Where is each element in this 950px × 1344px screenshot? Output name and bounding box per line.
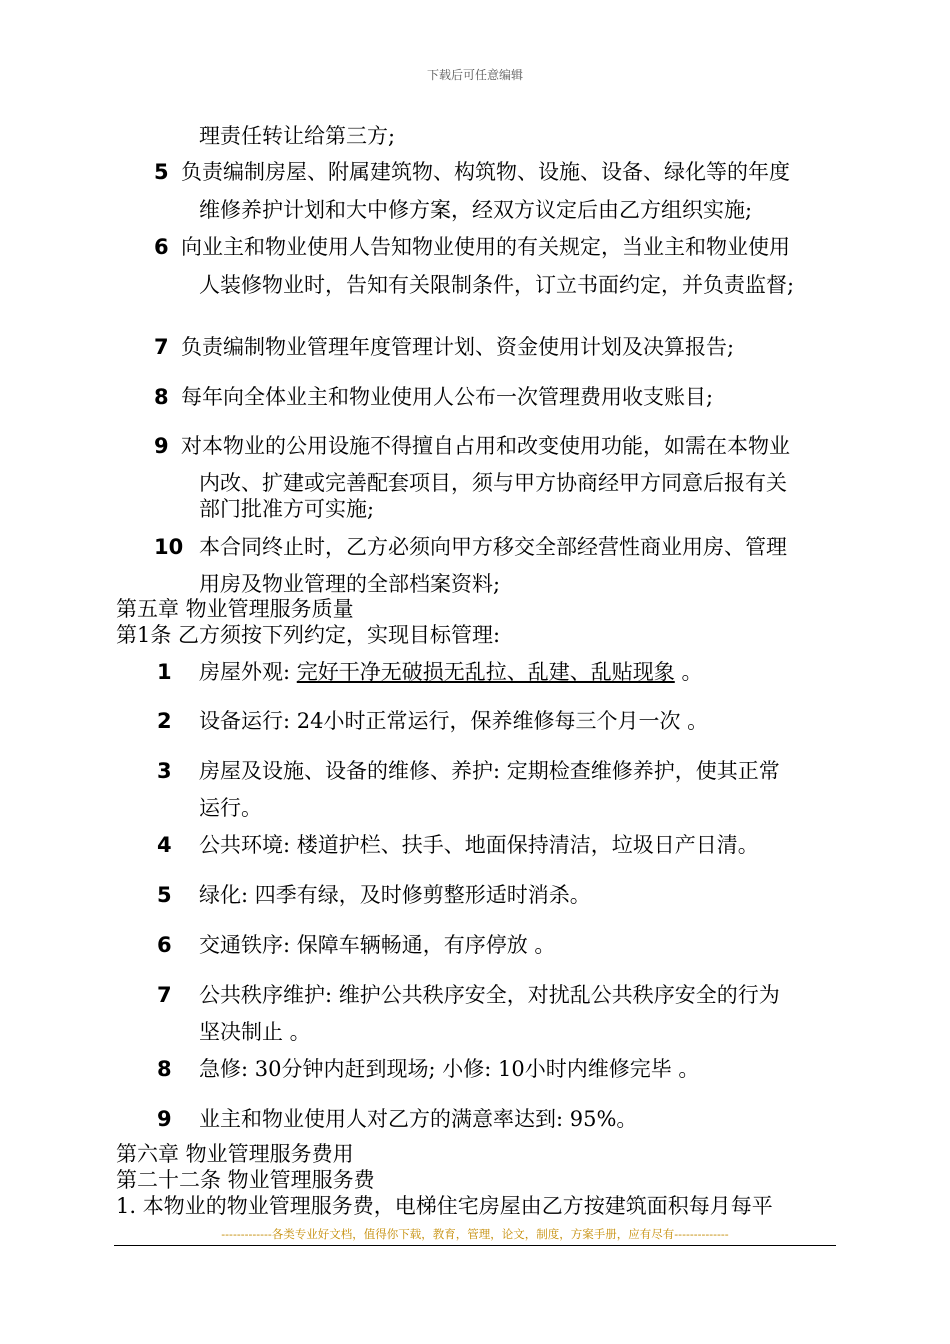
quality-item-text: 公共环境: 楼道护栏、扶手、地面保持清洁，垃圾日产日清。: [199, 833, 759, 857]
quality-item-number: 1: [157, 660, 172, 684]
quality-item-underlined-value: 完好干净无破损无乱拉、乱建、乱贴现象: [296, 660, 675, 684]
quality-item-text: 急修: 30分钟内赶到现场; 小修: 10小时内维修完毕 。: [199, 1057, 700, 1081]
list-item-continuation: 理责任转让给第三方;: [199, 124, 396, 148]
quality-item-text: 设备运行: 24小时正常运行，保养维修每三个月一次 。: [199, 709, 709, 733]
page-footer-banner: -------------各类专业好文档，值得你下载，教育，管理，论文，制度，方案手册，应有尽有--------------: [221, 1227, 729, 1241]
article-item: 1. 本物业的物业管理服务费，电梯住宅房屋由乙方按建筑面积每月每平: [116, 1194, 773, 1218]
list-item-number: 5: [154, 160, 169, 184]
list-item-continuation: 内改、扩建或完善配套项目，须与甲方协商经甲方同意后报有关: [199, 471, 787, 495]
list-item-text: 负责编制房屋、附属建筑物、构筑物、设施、设备、绿化等的年度: [181, 160, 790, 184]
quality-item-text: 交通铁序: 保障车辆畅通，有序停放 。: [199, 933, 556, 957]
list-item-number: 7: [154, 335, 169, 359]
list-item-number: 8: [154, 385, 169, 409]
list-item-continuation: 维修养护计划和大中修方案，经双方议定后由乙方组织实施;: [199, 198, 753, 222]
list-item-text: 向业主和物业使用人告知物业使用的有关规定，当业主和物业使用: [181, 235, 790, 259]
quality-item-text: [199, 658, 702, 686]
quality-item-label: 房屋外观:: [199, 660, 291, 684]
chapter-title: 第六章 物业管理服务费用: [116, 1142, 354, 1166]
list-item-text: 本合同终止时，乙方必须向甲方移交全部经营性商业用房、管理: [199, 535, 787, 559]
footer-divider: [114, 1245, 836, 1246]
article-heading: 第1条 乙方须按下列约定，实现目标管理:: [116, 623, 501, 647]
chapter-title: 第五章 物业管理服务质量: [116, 597, 354, 621]
quality-item-number: 9: [157, 1107, 172, 1131]
quality-item-text: 公共秩序维护: 维护公共秩序安全，对扰乱公共秩序安全的行为: [199, 983, 780, 1007]
quality-item-tail: 。: [674, 660, 703, 684]
quality-item-number: 6: [157, 933, 172, 957]
list-item-continuation: 人装修物业时，告知有关限制条件，订立书面约定，并负责监督;: [199, 273, 795, 297]
article-heading: 第二十二条 物业管理服务费: [116, 1168, 375, 1192]
quality-item-number: 7: [157, 983, 172, 1007]
quality-item-number: 2: [157, 709, 172, 733]
quality-item-continuation: 运行。: [199, 796, 262, 820]
quality-item-number: 8: [157, 1057, 172, 1081]
list-item-number: 6: [154, 235, 169, 259]
list-item-text: 负责编制物业管理年度管理计划、资金使用计划及决算报告;: [181, 335, 735, 359]
quality-item-text: 业主和物业使用人对乙方的满意率达到: 95%。: [199, 1107, 638, 1131]
page-header: 下载后可任意编辑: [426, 68, 523, 82]
quality-item-text: 绿化: 四季有绿，及时修剪整形适时消杀。: [199, 883, 591, 907]
quality-item-continuation: 坚决制止 。: [199, 1020, 311, 1044]
list-item-continuation: 部门批准方可实施;: [199, 497, 375, 521]
quality-item-number: 3: [157, 759, 172, 783]
list-item-number: 10: [154, 535, 184, 559]
list-item-number: 9: [154, 434, 169, 458]
list-item-text: 对本物业的公用设施不得擅自占用和改变使用功能，如需在本物业: [181, 434, 790, 458]
list-item-text: 每年向全体业主和物业使用人公布一次管理费用收支账目;: [181, 385, 714, 409]
list-item-continuation: 用房及物业管理的全部档案资料;: [199, 572, 501, 596]
quality-item-text: 房屋及设施、设备的维修、养护: 定期检查维修养护，使其正常: [199, 759, 780, 783]
quality-item-number: 5: [157, 883, 172, 907]
quality-item-number: 4: [157, 833, 172, 857]
